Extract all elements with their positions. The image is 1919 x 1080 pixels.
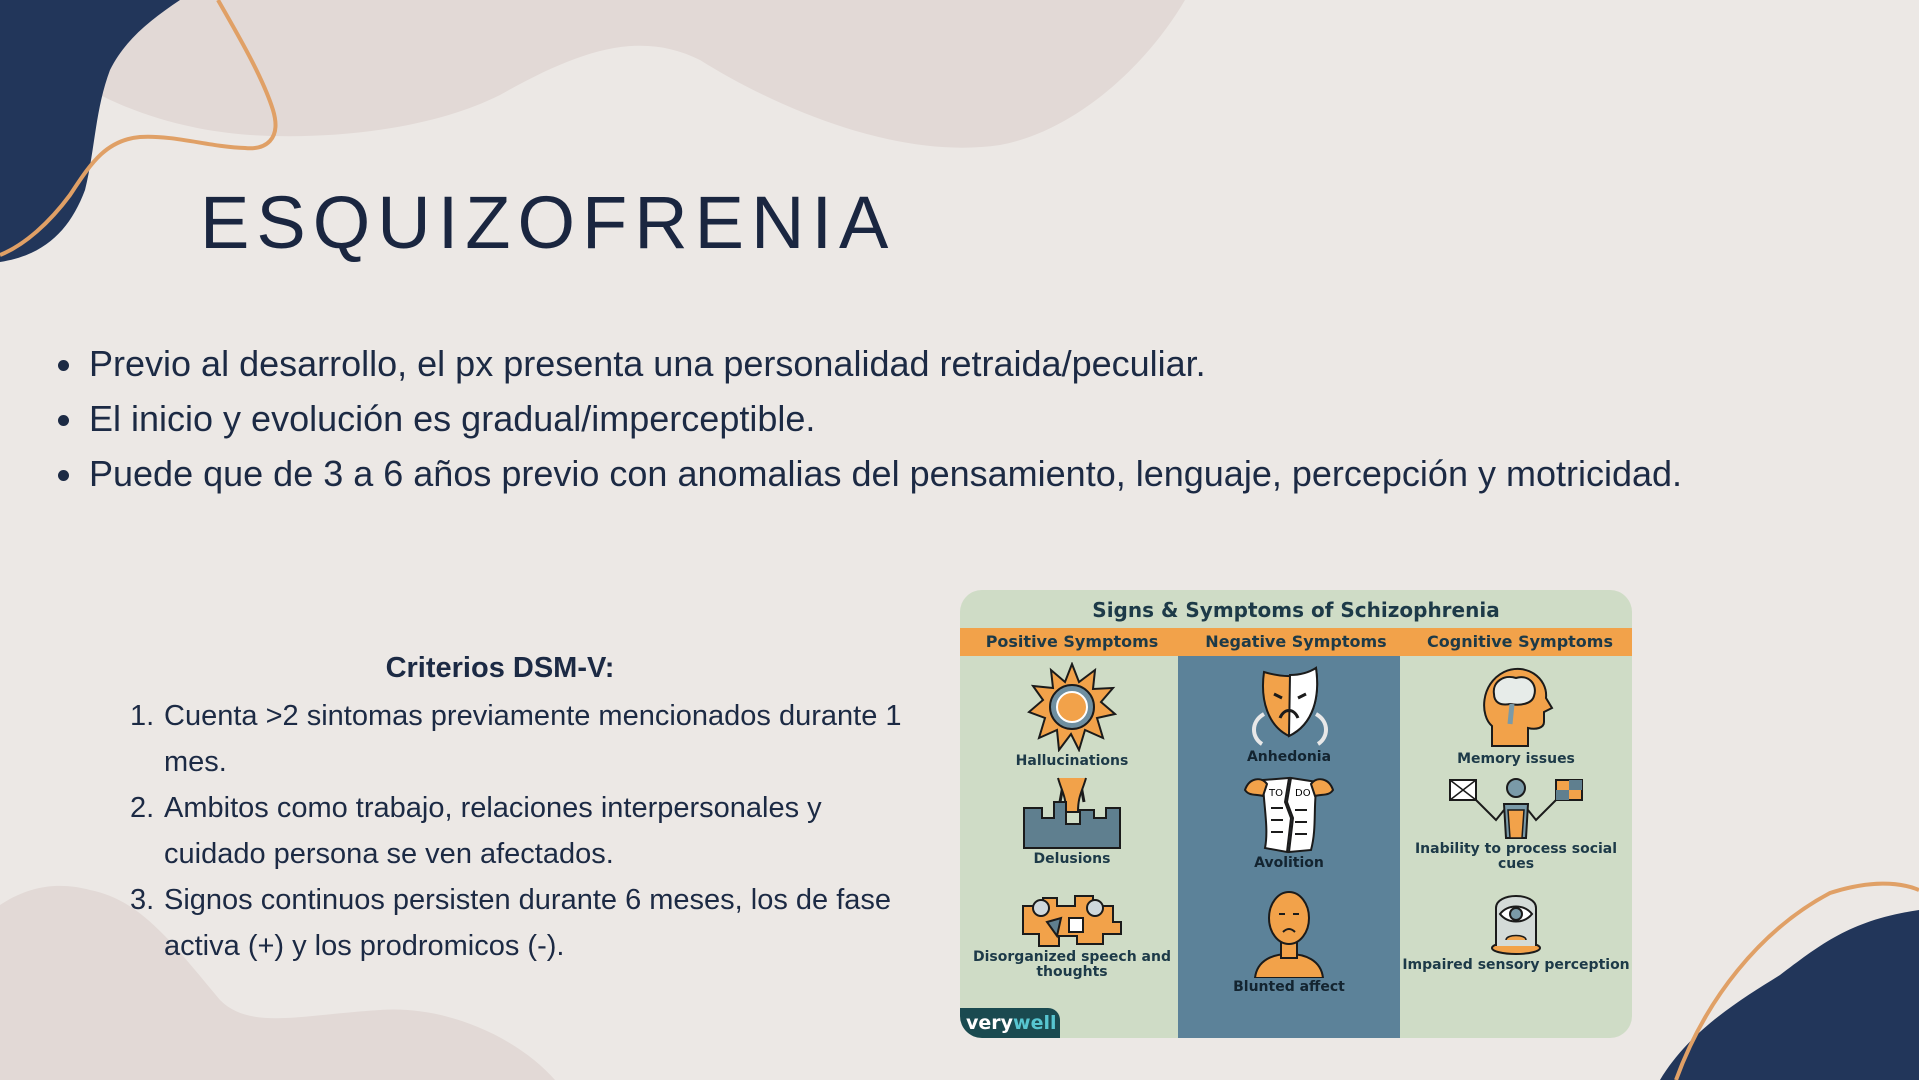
infographic-column-headers xyxy=(960,628,1632,656)
symptom-label: Avolition xyxy=(1254,855,1324,871)
bullet-list xyxy=(55,336,1682,501)
bullet-item: Puede que de 3 a 6 años previo con anomalias del pensamiento, lenguaje, percepción y motricidad. xyxy=(55,446,1682,501)
slide-title: ESQUIZOFRENIA xyxy=(200,181,896,264)
sunburst-icon xyxy=(1027,662,1117,752)
symptom-label: Inability to process social cues xyxy=(1414,841,1618,872)
criteria-text: Cuenta >2 sintomas previamente mencionados durante 1 mes. xyxy=(164,700,902,778)
svg-text:TO: TO xyxy=(1269,788,1283,799)
symptom-label: Memory issues xyxy=(1457,751,1575,767)
symptom-label: Anhedonia xyxy=(1246,749,1332,765)
symptom-item xyxy=(960,662,1184,769)
cognitive-symptoms-column xyxy=(1400,656,1632,1038)
brand-very: very xyxy=(966,1012,1014,1034)
infographic-title: Signs & Symptoms of Schizophrenia xyxy=(1092,598,1500,622)
criteria-list xyxy=(130,693,910,969)
eye-in-bell-jar-icon xyxy=(1486,884,1546,956)
header-negative-symptoms: Negative Symptoms xyxy=(1205,632,1387,651)
symptom-item xyxy=(1400,664,1632,767)
symptom-item xyxy=(960,888,1184,980)
symptom-item xyxy=(1400,774,1632,872)
svg-text:DO: DO xyxy=(1295,788,1311,799)
dsm-criteria-section xyxy=(130,652,910,969)
header-cognitive-symptoms: Cognitive Symptoms xyxy=(1427,632,1613,651)
symptom-label: Disorganized speech and thoughts xyxy=(973,949,1171,980)
symptom-label: Blunted affect xyxy=(1233,979,1345,995)
positive-symptoms-column xyxy=(960,656,1184,1038)
symptom-item xyxy=(960,772,1184,867)
criteria-item xyxy=(130,693,910,785)
puzzle-pieces-icon xyxy=(1017,888,1127,948)
criteria-number: 3. xyxy=(130,884,155,916)
torn-todo-list-icon xyxy=(1239,772,1339,854)
blush-blob-top xyxy=(100,0,1185,148)
symptom-item xyxy=(1400,884,1632,973)
sad-mask-icon xyxy=(1244,666,1334,748)
verywell-logo xyxy=(960,1008,1060,1038)
criteria-text: Ambitos como trabajo, relaciones interpersonales y cuidado persona se ven afectados. xyxy=(164,792,822,870)
symptom-label: Impaired sensory perception xyxy=(1402,957,1630,973)
bullet-item: El inicio y evolución es gradual/imperceptible. xyxy=(55,391,1682,446)
bullet-item: Previo al desarrollo, el px presenta una personalidad retraida/peculiar. xyxy=(55,336,1682,391)
blank-face-icon xyxy=(1247,886,1331,978)
criteria-item xyxy=(130,877,910,969)
criteria-heading: Criterios DSM-V: xyxy=(385,652,615,684)
symptoms-infographic xyxy=(960,590,1632,1038)
criteria-text: Signos continuos persisten durante 6 meses, los de fase activa (+) y los prodromicos (-). xyxy=(164,884,892,962)
symptom-label: Hallucinations xyxy=(1015,753,1129,769)
figure-over-city-icon xyxy=(1020,772,1124,850)
criteria-item xyxy=(130,785,910,877)
symptom-item xyxy=(1178,666,1400,765)
head-brain-icon xyxy=(1476,664,1556,750)
symptom-label: Delusions xyxy=(1033,851,1111,867)
criteria-number: 1. xyxy=(130,700,155,732)
negative-symptoms-column xyxy=(1178,656,1400,1038)
person-signal-flags-icon xyxy=(1446,774,1586,840)
header-positive-symptoms: Positive Symptoms xyxy=(985,632,1159,651)
symptom-item xyxy=(1178,886,1400,995)
criteria-number: 2. xyxy=(130,792,155,824)
symptom-item xyxy=(1178,772,1400,871)
navy-blob-bottom-right xyxy=(1660,910,1919,1080)
brand-well: well xyxy=(1013,1012,1057,1034)
